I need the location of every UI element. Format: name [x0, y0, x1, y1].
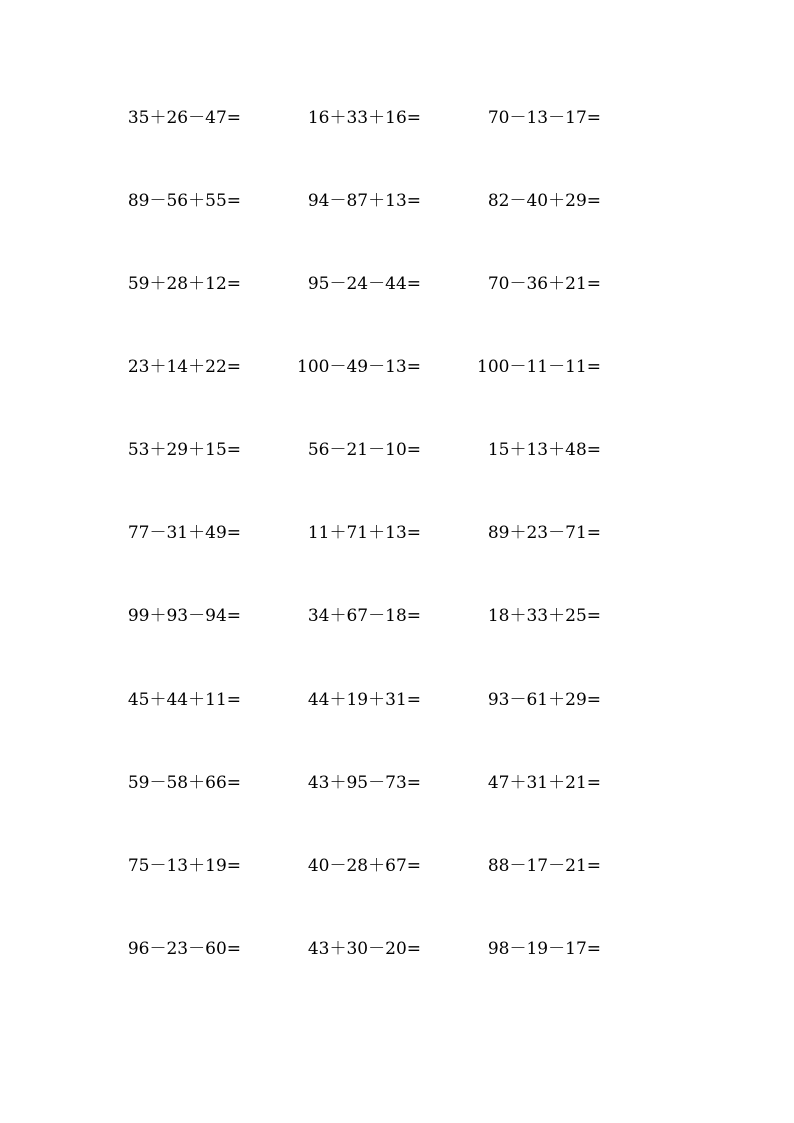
math-problem: 56－21－10= — [307, 440, 421, 460]
math-problem: 59－58＋66= — [127, 773, 241, 793]
math-problem: 77－31＋49= — [127, 523, 241, 543]
math-problem: 16＋33＋16= — [307, 108, 421, 128]
math-problem: 75－13＋19= — [127, 856, 241, 876]
math-problem: 88－17－21= — [487, 856, 601, 876]
math-problem: 93－61＋29= — [487, 690, 601, 710]
math-problem: 47＋31＋21= — [487, 773, 601, 793]
math-problem: 100－11－11= — [477, 357, 601, 377]
math-problem: 70－36＋21= — [487, 274, 601, 294]
math-problem: 43＋95－73= — [307, 773, 421, 793]
math-problem: 53＋29＋15= — [127, 440, 241, 460]
problem-row — [0, 187, 794, 215]
math-problem: 59＋28＋12= — [127, 274, 241, 294]
problem-row — [0, 852, 794, 880]
math-problem: 18＋33＋25= — [487, 606, 601, 626]
problem-row — [0, 769, 794, 797]
problem-row — [0, 602, 794, 630]
math-problem: 45＋44＋11= — [127, 690, 241, 710]
math-problem: 35＋26－47= — [127, 108, 241, 128]
math-problem: 23＋14＋22= — [127, 357, 241, 377]
math-problem: 89＋23－71= — [487, 523, 601, 543]
problem-row — [0, 104, 794, 132]
math-problem: 40－28＋67= — [307, 856, 421, 876]
math-problem: 100－49－13= — [297, 357, 421, 377]
problem-row — [0, 935, 794, 963]
math-problem: 44＋19＋31= — [307, 690, 421, 710]
math-problem: 43＋30－20= — [307, 939, 421, 959]
math-problem: 94－87＋13= — [307, 191, 421, 211]
math-problem: 96－23－60= — [127, 939, 241, 959]
problem-row — [0, 353, 794, 381]
math-problem: 95－24－44= — [307, 274, 421, 294]
math-problem: 15＋13＋48= — [487, 440, 601, 460]
problem-row — [0, 270, 794, 298]
math-problem: 11＋71＋13= — [307, 523, 421, 543]
problem-row — [0, 686, 794, 714]
problem-row — [0, 519, 794, 547]
math-problem: 34＋67－18= — [307, 606, 421, 626]
math-problem: 89－56＋55= — [127, 191, 241, 211]
math-problem: 70－13－17= — [487, 108, 601, 128]
problem-row — [0, 436, 794, 464]
math-problem: 99＋93－94= — [127, 606, 241, 626]
math-problem: 82－40＋29= — [487, 191, 601, 211]
math-problem: 98－19－17= — [487, 939, 601, 959]
